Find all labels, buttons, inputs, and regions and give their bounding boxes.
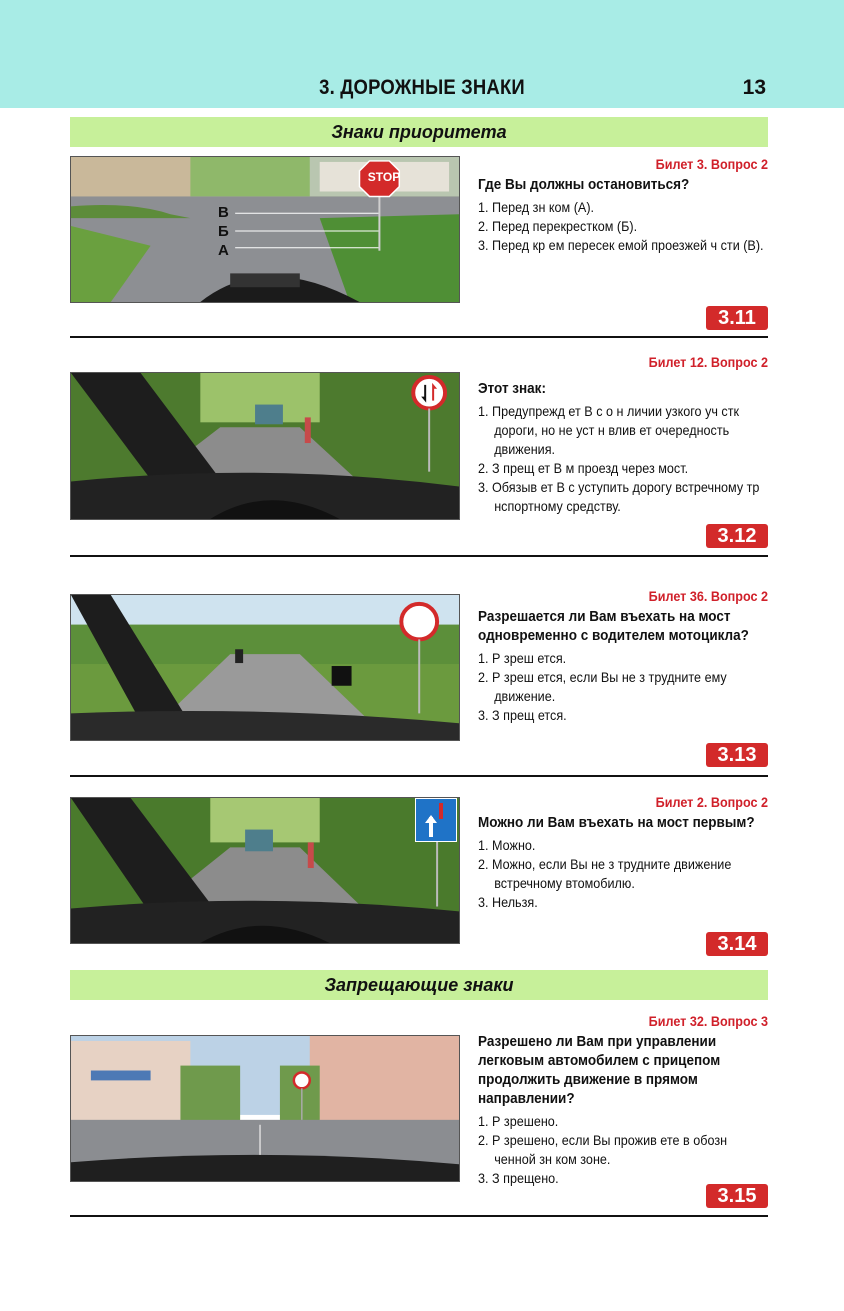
position-label-a: А [218, 242, 229, 259]
section-title: Знаки приоритета [331, 122, 507, 142]
section-band-priority [70, 117, 768, 147]
divider [70, 336, 768, 338]
priority-over-oncoming-sign [415, 798, 457, 842]
answer-option: 2. Перед перекрестком (Б). [478, 218, 638, 234]
forest-road-photo [71, 373, 459, 519]
answer-option: 3. Нельзя. [478, 894, 538, 910]
answer-list [478, 198, 766, 255]
chapter-title: 3. ДОРОЖНЫЕ ЗНАКИ [319, 76, 525, 99]
answer-option: 1. Р зрешено. [478, 1113, 559, 1129]
answer-option: 2. Р зрешено, если Вы прожив ете в обозн ченной зн ком зоне. [478, 1132, 728, 1167]
answer-option: 2. Можно, если Вы не з трудните движение встречному втомобилю. [478, 856, 732, 891]
answer-list [478, 649, 766, 725]
answer-option: 2. З прещ ет В м проезд через мост. [478, 460, 689, 476]
answer-option: 1. Перед зн ком (А). [478, 199, 595, 215]
page-number: 13 [742, 76, 766, 99]
answer-option: 3. Перед кр ем пересек емой проезжей ч сти (В). [478, 237, 764, 253]
question-number-badge: 3.12 [706, 524, 768, 548]
question-title: Разрешено ли Вам при управлении легковым автомобилем с прицепом продолжить движение в прямом направлении? [478, 1033, 721, 1107]
question-photo [70, 372, 460, 520]
ticket-label: Билет 32. Вопрос 3 [648, 1013, 768, 1029]
question-photo [70, 797, 460, 944]
question-text [478, 354, 768, 516]
answer-list [478, 402, 766, 516]
divider [70, 1215, 768, 1217]
question-block-3-11 [70, 156, 768, 334]
ticket-label: Билет 12. Вопрос 2 [648, 354, 768, 370]
divider [70, 775, 768, 777]
question-title: Где Вы должны остановиться? [478, 176, 690, 193]
position-label-v: В [218, 204, 229, 221]
question-block-3-15 [70, 1013, 768, 1211]
stop-sign-label: STOP [367, 170, 401, 184]
answer-list [478, 836, 766, 912]
question-block-3-12 [70, 354, 768, 550]
forest-road-photo [71, 798, 459, 943]
question-text [478, 1013, 768, 1188]
answer-list [478, 1112, 766, 1188]
ticket-label: Билет 2. Вопрос 2 [655, 794, 768, 810]
section-band-prohibitory [70, 970, 768, 1000]
answer-option: 3. З прещ ется. [478, 707, 567, 723]
question-text [478, 588, 768, 725]
ticket-label: Билет 36. Вопрос 2 [648, 588, 768, 604]
question-text [478, 794, 768, 912]
question-number-badge: 3.15 [706, 1184, 768, 1208]
question-block-3-14 [70, 794, 768, 958]
answer-option: 3. З прещено. [478, 1170, 559, 1186]
city-street-photo [71, 1036, 459, 1181]
answer-option: 1. Можно. [478, 837, 536, 853]
answer-option: 1. Предупрежд ет В с о н личии узкого уч стк дороги, но не уст н влив ет очередность движения. [478, 403, 740, 457]
section-title: Запрещающие знаки [324, 975, 514, 995]
question-title: Разрешается ли Вам въехать на мост одновременно с водителем мотоцикла? [478, 608, 749, 644]
question-number-badge: 3.13 [706, 743, 768, 767]
question-title: Можно ли Вам въехать на мост первым? [478, 814, 755, 831]
question-photo [70, 594, 460, 741]
question-block-3-13 [70, 588, 768, 774]
question-photo [70, 1035, 460, 1182]
question-number-badge: 3.14 [706, 932, 768, 956]
ticket-label: Билет 3. Вопрос 2 [655, 156, 768, 172]
question-text [478, 156, 768, 255]
bridge-road-photo [71, 595, 459, 740]
question-number-badge: 3.11 [706, 306, 768, 330]
answer-option: 3. Обязыв ет В с уступить дорогу встречному тр нспортному средству. [478, 479, 760, 514]
answer-option: 2. Р зреш ется, если Вы не з трудните ему движение. [478, 669, 727, 704]
question-title: Этот знак: [478, 380, 546, 397]
position-label-b: Б [218, 223, 229, 240]
divider [70, 555, 768, 557]
answer-option: 1. Р зреш ется. [478, 650, 567, 666]
